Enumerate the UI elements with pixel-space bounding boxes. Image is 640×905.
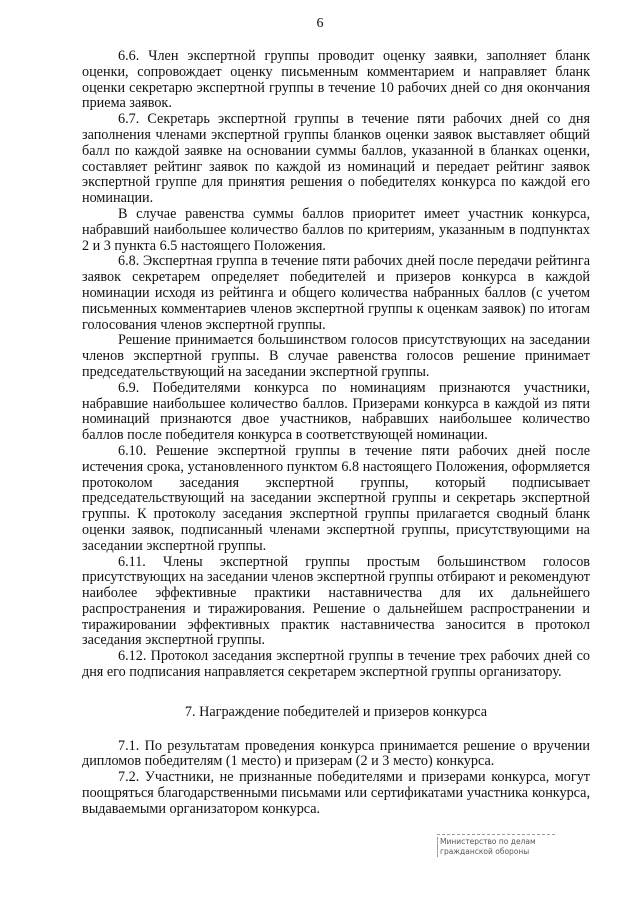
paragraph-6-7-tie-rule: В случае равенства суммы баллов приоритет имеет участник конкурса, набравший наибольшее количество баллов по критериям, указанным в подпунктах 2 и 3 пункта 6.5 настоящего Положения. [82,205,590,254]
paragraph-6-8: 6.8. Экспертная группа в течение пяти рабочих дней после передачи рейтинга заявок секретарем определяет победителей и призеров конкурса в каждой номинации исходя из рейтинга и общего количества набранных баллов (с учетом письменных комментариев членов экспертной группы к оценкам заявок) по итогам голосования членов экспертной группы. [82,253,590,333]
paragraph-6-7: 6.7. Секретарь экспертной группы в течение пяти рабочих дней со дня заполнения членами экспертной группы бланков оценки заявок выставляет общий балл по каждой заявке на основании суммы баллов, указанной в бланках оценки, составляет рейтинг заявок по каждой из номинаций и передает рейтинг заявок экспертной группе для принятия решения о победителях конкурса по каждой его номинации. [82,111,590,207]
paragraph-6-6: 6.6. Член экспертной группы проводит оценку заявки, заполняет бланк оценки, сопровождает оценку письменным комментарием и направляет бланк оценки секретарю экспертной группы в течение 10 рабочих дней со дня окончания приема заявок. [82,48,590,112]
stamp-line-2: гражданской обороны [437,847,555,857]
paragraph-6-11: 6.11. Члены экспертной группы простым большинством голосов присутствующих на заседании членов экспертной группы отбирают и рекомендуют наиболее эффективные практики наставничества для их дальнейшего распространения и тиражирования. Решение о дальнейшем распространении и тиражировании эффективных практик наставничества заносится в протокол заседания экспертной группы. [82,553,590,649]
stamp-border [437,834,555,835]
paragraph-7-2: 7.2. Участники, не признанные победителями и призерами конкурса, могут поощряться благодарственными письмами или сертификатами участника конкурса, выдаваемыми организатором конкурса. [82,769,590,817]
paragraph-6-8-majority-rule: Решение принимается большинством голосов присутствующих на заседании членов экспертной группы. В случае равенства голосов решение принимает председательствующий на заседании экспертной группы. [82,332,590,380]
paragraph-6-9: 6.9. Победителями конкурса по номинациям признаются участники, набравшие наибольшее количество баллов. Призерами конкурса в каждой из пяти номинаций признаются двое участников, набравших наибольшее количество баллов после победителя конкурса в соответствующей номинации. [82,379,590,444]
document-body [82,49,590,818]
paragraph-6-12: 6.12. Протокол заседания экспертной группы в течение трех рабочих дней со дня его подписания направляется секретарем экспертной группы организатору. [82,648,590,681]
paragraph-7-1: 7.1. По результатам проведения конкурса принимается решение о вручении дипломов победителям (1 место) и призерам (2 и 3 место) конкурса. [82,737,590,770]
page-number: 6 [316,16,324,31]
paragraph-6-10: 6.10. Решение экспертной группы в течение пяти рабочих дней после истечения срока, установленного пунктом 6.8 настоящего Положения, оформляется протоколом заседания экспертной группы, который подписывает председательствующий на заседании экспертной группы и секретарь экспертной группы. К протоколу заседания экспертной группы прилагается сводный бланк оценки заявок, подписанный членами экспертной группы, присутствующими на заседании экспертной группы. [82,442,590,554]
registration-stamp [437,834,555,857]
stamp-line-1: Министерство по делам [437,837,555,847]
section-7-heading: 7. Награждение победителей и призеров конкурса [184,703,488,720]
